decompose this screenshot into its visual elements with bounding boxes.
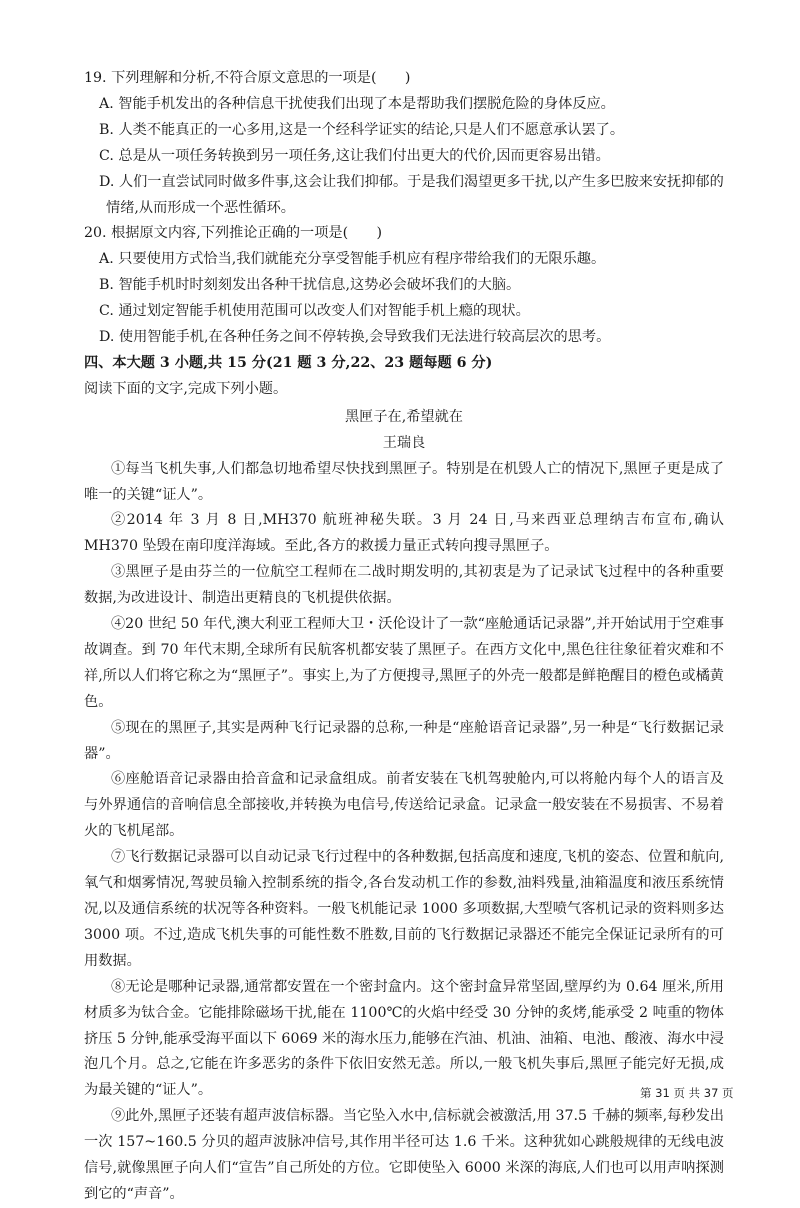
article-paragraph-9: ⑨此外,黑匣子还装有超声波信标器。当它坠入水中,信标就会被激活,用 37.5 千赫的频率,每秒发出一次 157~160.5 分贝的超声波脉冲信号,其作用半径可达 1.6 千米。这种犹如心跳般规律的无线电波信号,就像黑匣子向人们“宣告”自己所处的方位。它即使坠入 6000 米深的海底,人们也可以用声呐探测到它的“声音”。 xyxy=(84,1108,724,1202)
question-19 xyxy=(84,66,724,221)
question-19-option-d: D. 人们一直尝试同时做多件事,这会让我们抑郁。于是我们渴望更多干扰,以产生多巴胺来安抚抑郁的情绪,从而形成一个恶性循环。 xyxy=(99,173,724,216)
question-19-stem: 19. 下列理解和分析,不符合原文意思的一项是( ) xyxy=(84,70,411,86)
question-19-option-c: C. 总是从一项任务转换到另一项任务,这让我们付出更大的代价,因而更容易出错。 xyxy=(99,147,610,164)
article-paragraph-4: ④20 世纪 50 年代,澳大利亚工程师大卫・沃伦设计了一款“座舱通话记录器”,并开始试用于空难事故调查。到 70 年代末期,全球所有民航客机都安装了黑匣子。在西方文化中,黑色往往象征着灾难和不祥,所以人们将它称之为“黑匣子”。事实上,为了方便搜寻,黑匣子的外壳一般都是鲜艳醒目的橙色或橘黄色。 xyxy=(84,616,724,710)
article-title: 黑匣子在,希望就在 xyxy=(344,408,463,425)
page-number: 第 31 页 共 37 页 xyxy=(640,1086,734,1100)
question-20-option-c: C. 通过划定智能手机使用范围可以改变人们对智能手机上瘾的现状。 xyxy=(99,303,530,320)
question-20-option-a: A. 只要使用方式恰当,我们就能充分享受智能手机应有程序带给我们的无限乐趣。 xyxy=(99,251,606,268)
page-content xyxy=(84,66,724,1208)
article-author: 王瑞良 xyxy=(382,434,426,451)
section-instruction: 阅读下面的文字,完成下列小题。 xyxy=(84,380,288,397)
question-19-option-b: B. 人类不能真正的一心多用,这是一个经科学证实的结论,只是人们不愿意承认罢了。 xyxy=(99,121,625,138)
question-19-option-a: A. 智能手机发出的各种信息干扰使我们出现了本是帮助我们摆脱危险的身体反应。 xyxy=(99,95,615,112)
question-20-option-b: B. 智能手机时时刻刻发出各种干扰信息,这势必会破坏我们的大脑。 xyxy=(99,277,521,294)
section-heading: 四、本大题 3 小题,共 15 分(21 题 3 分,22、23 题每题 6 分) xyxy=(84,354,493,371)
question-20-option-d: D. 使用智能手机,在各种任务之间不停转换,会导致我们无法进行较高层次的思考。 xyxy=(99,329,611,346)
question-20 xyxy=(84,221,724,351)
article xyxy=(84,405,724,1208)
article-paragraph-6: ⑥座舱语音记录器由拾音盒和记录盒组成。前者安装在飞机驾驶舱内,可以将舱内每个人的语言及与外界通信的音响信息全部接收,并转换为电信号,传送给记录盒。记录盒一般安装在不易损害、不易着火的飞机尾部。 xyxy=(84,771,724,840)
article-paragraph-1: ①每当飞机失事,人们都急切地希望尽快找到黑匣子。特别是在机毁人亡的情况下,黑匣子更是成了唯一的关键“证人”。 xyxy=(84,460,724,503)
article-paragraph-2: ②2014 年 3 月 8 日,MH370 航班神秘失联。3 月 24 日,马来西亚总理纳吉布宣布,确认 MH370 坠毁在南印度洋海域。至此,各方的救援力量正式转向搜寻黑匣子。 xyxy=(84,512,724,555)
article-paragraph-5: ⑤现在的黑匣子,其实是两种飞行记录器的总称,一种是“座舱语音记录器”,另一种是“飞行数据记录器”。 xyxy=(84,719,724,762)
article-paragraph-8: ⑧无论是哪种记录器,通常都安置在一个密封盒内。这个密封盒异常坚固,壁厚约为 0.64 厘米,所用材质多为钛合金。它能排除磁场干扰,能在 1100℃的火焰中经受 30 分钟的炙烤,能承受 2 吨重的物体挤压 5 分钟,能承受海平面以下 6069 米的海水压力,能够在汽油、机油、油箱、电池、酸液、海水中浸泡几个月。总之,它能在许多恶劣的条件下依旧安然无恙。所以,一般飞机失事后,黑匣子能完好无损,成为最关键的“证人”。 xyxy=(84,978,724,1099)
article-paragraph-7: ⑦飞行数据记录器可以自动记录飞行过程中的各种数据,包括高度和速度,飞机的姿态、位置和航向,氧气和烟雾情况,驾驶员输入控制系统的指令,各台发动机工作的参数,油料残量,油箱温度和液压系统情况,以及通信系统的状况等各种资料。一般飞机能记录 1000 多项数据,大型喷气客机记录的资料则多达 3000 项。不过,造成飞机失事的可能性数不胜数,目前的飞行数据记录器还不能完全保证记录所有的可用数据。 xyxy=(84,849,724,969)
article-paragraph-3: ③黑匣子是由芬兰的一位航空工程师在二战时期发明的,其初衷是为了记录试飞过程中的各种重要数据,为改进设计、制造出更精良的飞机提供依据。 xyxy=(84,564,724,607)
question-20-stem: 20. 根据原文内容,下列推论正确的一项是( ) xyxy=(84,225,383,242)
